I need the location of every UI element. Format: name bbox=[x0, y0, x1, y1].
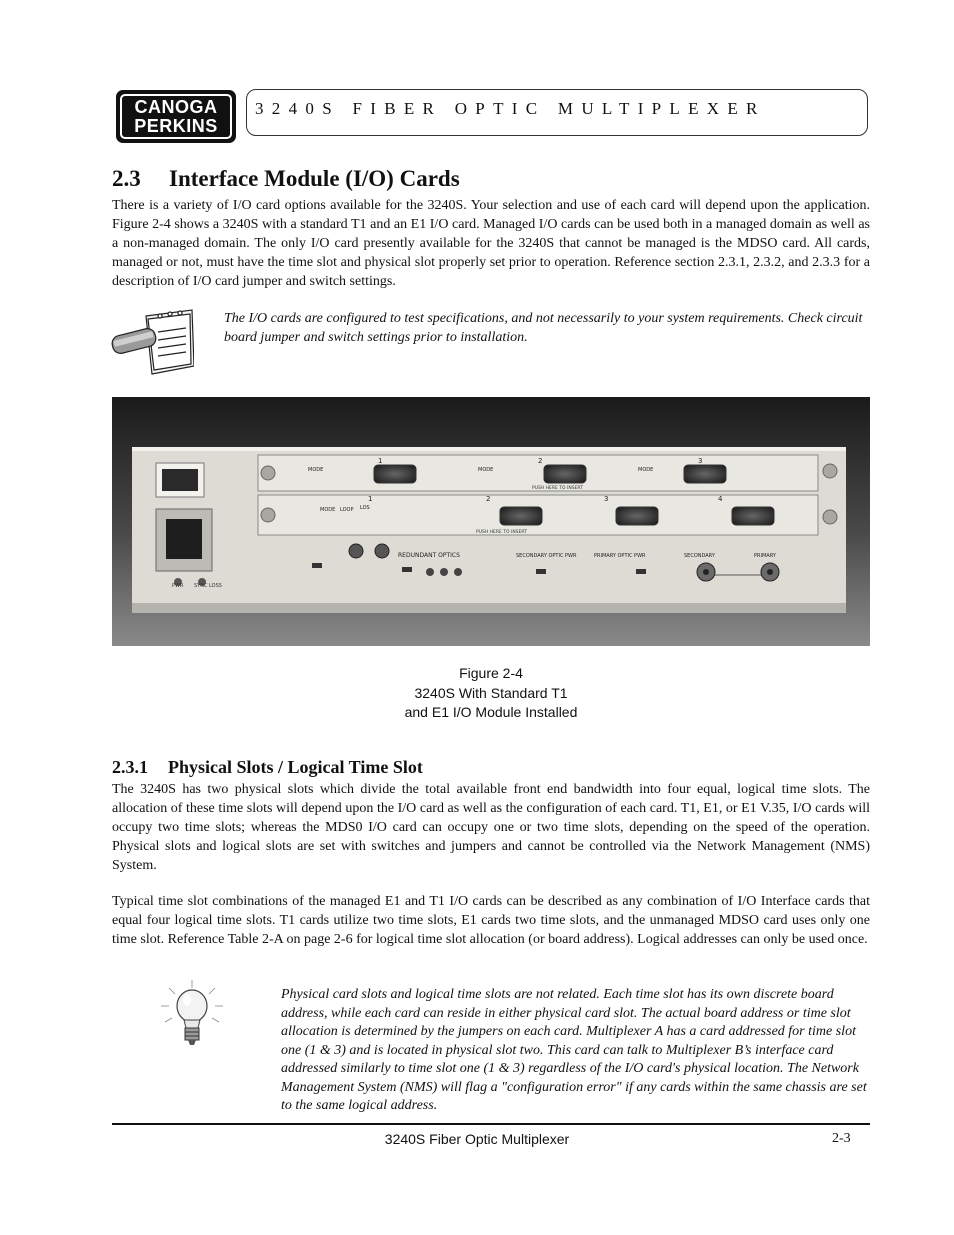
company-logo bbox=[116, 90, 236, 143]
upper-push-label: PUSH HERE TO INSERT bbox=[532, 486, 583, 491]
header-title-box bbox=[246, 89, 868, 136]
product-title: 3240S FIBER OPTIC MULTIPLEXER bbox=[255, 99, 766, 118]
installation-note: The I/O cards are configured to test specifications, and not necessarily to your system requirements. Check circuit board jumper and switch settings prior to installation. bbox=[224, 311, 863, 345]
secondary-label: SECONDARY bbox=[684, 553, 715, 559]
section-body: There is a variety of I/O card options available for the 3240S. Your selection and use of each card will depend upon the application. Figure 2-4 shows a 3240S with a standard T1 and an E1 I/O card. Managed I/O cards can be used both in a managed domain as well as a non-managed domain. The only I/O card presently available for the 3240S that cannot be managed is the MDSO card. All cards, managed or not, must have the time slot and physical slot properly set prior to operation. Reference section 2.3.1, 2.3.2, and 2.3.3 for a description of I/O card jumper and switch settings. bbox=[112, 198, 870, 289]
logo-line-1: CANOGA bbox=[134, 96, 218, 117]
upper-slot-1-label: 1 bbox=[378, 457, 383, 465]
figure-caption-line-1: Figure 2-4 bbox=[459, 665, 523, 681]
lower-slot-1-label: 1 bbox=[368, 495, 373, 503]
primary-label: PRIMARY bbox=[754, 553, 776, 559]
section-heading bbox=[112, 166, 460, 192]
upper-slot-2-label: 2 bbox=[538, 457, 543, 465]
notepad-pencil-icon bbox=[110, 306, 194, 378]
subsection-number: 2.3.1 bbox=[112, 757, 148, 777]
footer-title: 3240S Fiber Optic Multiplexer bbox=[384, 1131, 570, 1147]
lower-slot-3-label: 3 bbox=[604, 495, 609, 503]
subsection-heading bbox=[112, 757, 423, 778]
primary-optic-pwr-label: PRIMARY OPTIC PWR bbox=[594, 553, 646, 559]
subsection-body-1: The 3240S has two physical slots which divide the total available front end bandwidth into four equal, logical time slots. The allocation of these time slots will depend upon the I/O card as well as the configuration of each card. T1, E1, or E1 V.35, I/O cards will occupy two time slots; whereas the MDS0 I/O card can occupy one or two time slots, depending on the speed of the operation. Physical slots and logical slots are set with switches and jumpers and cannot be controlled via the Network Management (NMS) System. bbox=[112, 782, 870, 873]
figure-caption-line-2: 3240S With Standard T1 bbox=[414, 685, 568, 701]
upper-mode-label-2: MODE bbox=[478, 467, 494, 473]
secondary-optic-pwr-label: SECONDARY OPTIC PWR bbox=[516, 553, 577, 559]
subsection-body-2: Typical time slot combinations of the managed E1 and T1 I/O cards can be described as any combination of I/O Interface cards that equal four logical time slots. T1 cards utilize two time slots, E1 cards two time slots, and the unmanaged MDSO card uses only one time slot. Reference Table 2-A on page 2-6 for logical time slot allocation (or board address). Logical addresses can only be used once. bbox=[112, 894, 870, 947]
logo-line-2: PERKINS bbox=[134, 115, 218, 136]
light-bulb-icon bbox=[155, 978, 230, 1050]
sync-loss-label: SYNC LOSS bbox=[194, 583, 222, 589]
footer-rule bbox=[112, 1123, 870, 1125]
equipment-rear-panel-photo bbox=[112, 397, 870, 646]
lower-loop-label: LOOP bbox=[340, 507, 354, 513]
page-number: 2-3 bbox=[832, 1131, 851, 1146]
lower-slot-2-label: 2 bbox=[486, 495, 491, 503]
upper-mode-label: MODE bbox=[308, 467, 324, 473]
lower-mode-label: MODE bbox=[320, 507, 336, 513]
figure-caption-line-3: and E1 I/O Module Installed bbox=[404, 704, 578, 720]
upper-slot-3-label: 3 bbox=[698, 457, 703, 465]
pwr-label: PWR bbox=[172, 583, 184, 589]
slot-tip-note: Physical card slots and logical time slots are not related. Each time slot has its own discrete board address, while each card can reside in either physical card slot. The actual board address or time slot allocation is determined by the jumpers on each card. Multiplexer A has a card addressed for time slot one (1 & 3) and is located in physical slot two. This card can talk to Multiplexer B’s interface card addressed similarly to time slot one (1 & 3) regardless of the I/O card's physical location. The Network Management System (NMS) will flag a "configuration error" if any cards within the same chassis are set to the same logical address. bbox=[281, 987, 867, 1113]
section-title: Interface Module (I/O) Cards bbox=[169, 166, 460, 191]
lower-push-label: PUSH HERE TO INSERT bbox=[476, 530, 527, 535]
lower-slot-4-label: 4 bbox=[718, 495, 723, 503]
upper-mode-label-3: MODE bbox=[638, 467, 654, 473]
subsection-title: Physical Slots / Logical Time Slot bbox=[168, 757, 423, 777]
redundant-optics-label: REDUNDANT OPTICS bbox=[398, 552, 460, 559]
section-number: 2.3 bbox=[112, 166, 141, 191]
lower-los-label: LOS bbox=[360, 505, 370, 511]
